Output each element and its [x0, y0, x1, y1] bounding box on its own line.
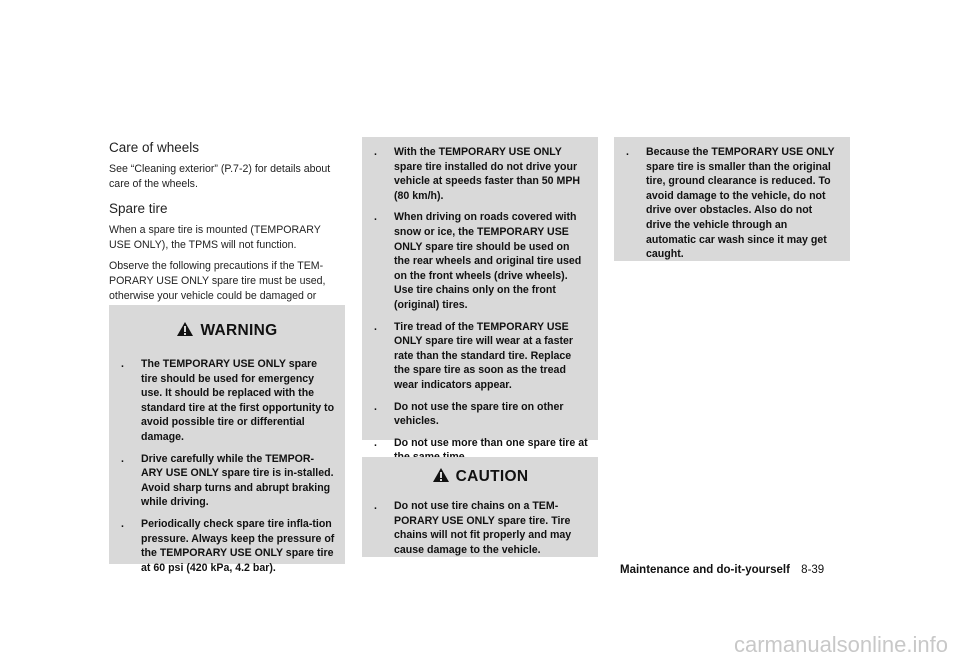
- warning-item: . Do not use more than one spare tire at: [374, 436, 588, 449]
- warning-box-continued: [362, 137, 598, 449]
- spare-tire-heading: Spare tire: [109, 201, 168, 217]
- warning-item: . Because the TEMPORARY USE ONLY spare tire is smaller than the original tire, ground clearance is reduced. To avoid damage to the vehicle, do not drive over obstacles. Also do not drive the vehicle through an automatic car wash since it may get caught.: [626, 146, 835, 261]
- footer-section-title: Maintenance and do-it-yourself: [620, 564, 790, 576]
- spare-tire-paragraph-1: When a spare tire is mounted (TEMPORARY USE ONLY), the TPMS will not function.: [109, 224, 321, 251]
- caution-title-row: [362, 457, 598, 497]
- warning-item: . Tire tread of the TEMPORARY USE ONLY spare tire will wear at a faster rate than the standard tire. Replace the spare tire as soon as the tread wear indicators appear.: [374, 320, 574, 391]
- warning-item: . Drive carefully while the TEMPOR-ARY USE ONLY spare tire is in-stalled. Avoid sharp turns and abrupt braking while driving.: [121, 452, 334, 509]
- warning-title-row: [109, 309, 345, 353]
- caution-list: [362, 497, 598, 557]
- warning-item: . Periodically check spare tire infla-tion pressure. Always keep the pressure of the TEMPORARY USE ONLY spare tire at 60 psi (420 kPa, 4.2 bar).: [121, 517, 335, 574]
- left-column: [109, 140, 345, 325]
- spare-tire-paragraph-2: Observe the following precautions if the TEM-PORARY USE ONLY spare tire must be used, otherwise your vehicle could be damaged or: [109, 260, 326, 302]
- care-of-wheels-text: See “Cleaning exterior” (P.7-2) for details about care of the wheels.: [109, 163, 331, 190]
- warning-list-middle: [362, 137, 598, 465]
- warning-item: . When driving on roads covered with snow or ice, the TEMPORARY USE ONLY spare tire should be used on the rear wheels and original tire used on the front wheels (drive wheels). Use tire chains only on the front (original) tires.: [374, 211, 582, 311]
- warning-item: . Do not use the spare tire on other vehicles.: [374, 400, 564, 428]
- warning-item: . With the TEMPORARY USE ONLY spare tire installed do not drive your vehicle at speeds faster than 50 MPH (80 km/h).: [374, 146, 581, 202]
- watermark: carmanualsonline.info: [733, 632, 948, 657]
- caution-box: [362, 457, 598, 557]
- warning-list-left: [109, 353, 345, 575]
- warning-triangle-icon: [176, 321, 194, 342]
- care-of-wheels-heading: Care of wheels: [109, 140, 200, 155]
- page-footer: [620, 564, 860, 576]
- footer-page-number: 8-39: [801, 564, 825, 576]
- caution-triangle-icon: [432, 467, 450, 488]
- warning-box-right: [614, 137, 850, 261]
- warning-list-right: [614, 137, 850, 262]
- caution-title: CAUTION: [455, 468, 529, 485]
- warning-box: [109, 305, 345, 574]
- warning-title: WARNING: [200, 322, 278, 339]
- warning-item: . The TEMPORARY USE ONLY spare tire should be used for emergency use. It should be replaced with the standard tire at the first opportunity to avoid possible tire or differential damage.: [121, 358, 335, 443]
- caution-item: . Do not use tire chains on a TEM-PORARY USE ONLY spare tire. Tire chains will not fit properly and may cause damage to the vehicle.: [374, 500, 572, 556]
